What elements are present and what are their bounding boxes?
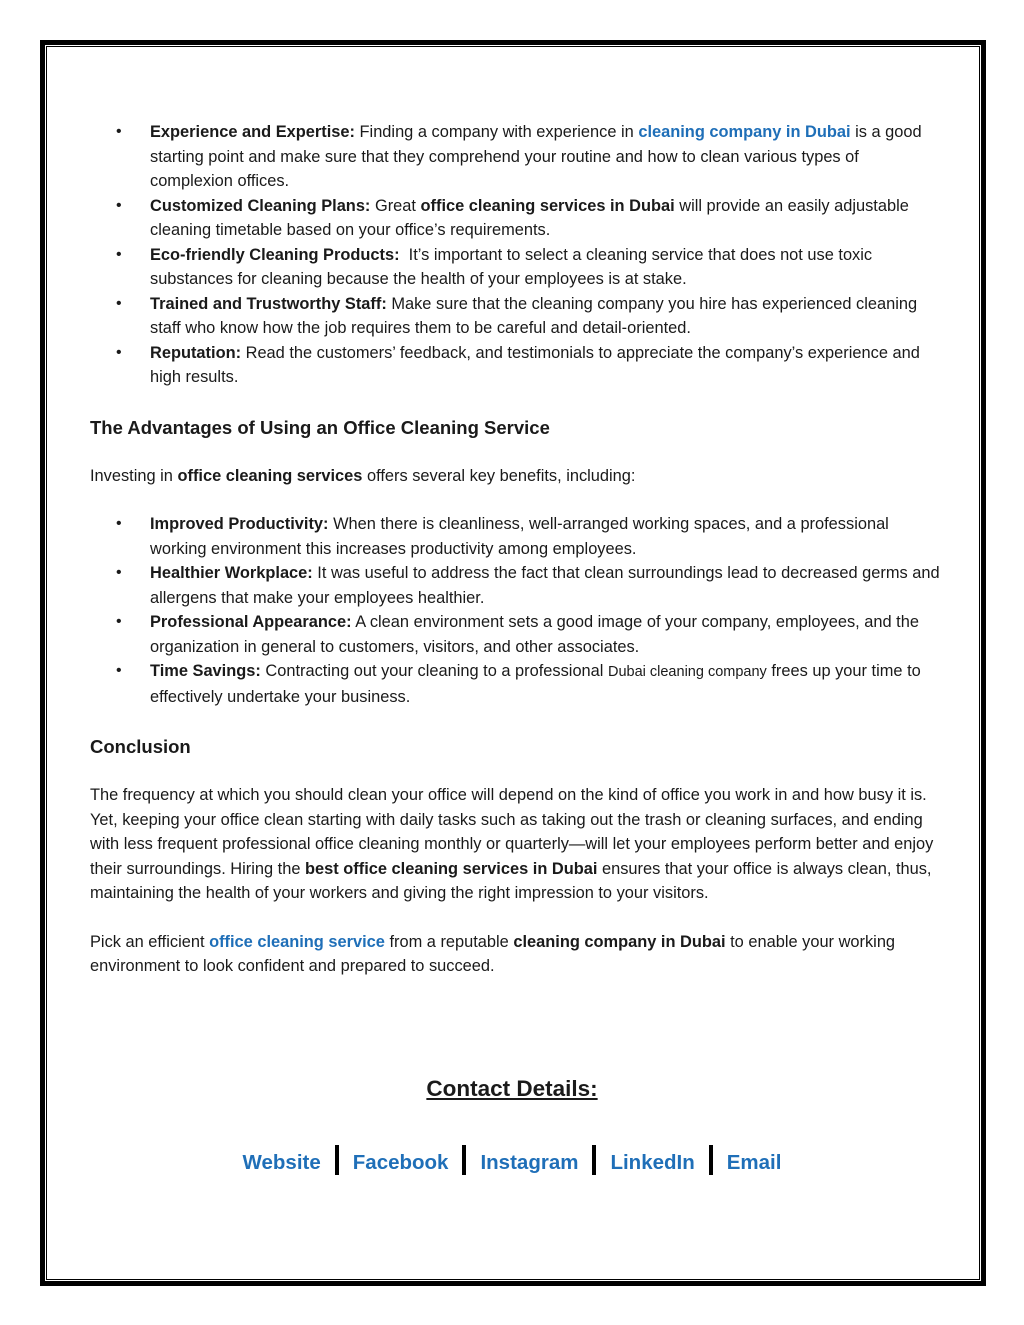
list-item <box>90 243 940 292</box>
item-text: Contracting out your cleaning to a professional <box>260 662 608 680</box>
separator <box>709 1145 713 1175</box>
instagram-link[interactable]: Instagram <box>480 1151 579 1174</box>
separator <box>462 1145 466 1175</box>
separator <box>335 1145 339 1175</box>
list-item <box>90 194 940 243</box>
list-item <box>90 610 940 659</box>
advantages-list <box>90 512 940 709</box>
cleaning-company-link[interactable]: cleaning company in Dubai <box>638 123 851 141</box>
item-title: Experience and Expertise: <box>150 123 355 141</box>
linkedin-link[interactable]: LinkedIn <box>610 1151 695 1174</box>
list-item <box>90 659 940 709</box>
advantages-heading: The Advantages of Using an Office Cleaning Service <box>90 416 550 438</box>
item-text: Make sure that the cleaning company you hire has experienced cleaning staff who know how the job requires them to be careful and detail-oriented. <box>150 294 918 337</box>
item-title: Professional Appearance: <box>150 613 352 631</box>
document-body <box>90 120 940 979</box>
item-text: A clean environment sets a good image of your company, employees, and the organization in general to customers, visitors, and other associates. <box>150 613 919 656</box>
item-text: Finding a company with experience in <box>354 123 639 141</box>
email-link[interactable]: Email <box>726 1151 782 1174</box>
closing-paragraph: Pick an efficient office cleaning service from a reputable cleaning company in Dubai to enable your working environment to look confident and prepared to succeed. <box>90 932 896 975</box>
item-title: Time Savings: <box>150 662 261 680</box>
item-text: Read the customers’ feedback, and testimonials to appreciate the company’s experience and high results. <box>150 343 920 386</box>
list-item <box>90 120 940 194</box>
advantages-intro: Investing in office cleaning services offers several key benefits, including: <box>90 466 636 485</box>
list-item <box>90 341 940 390</box>
item-text: frees up your time to effectively undertake your business. <box>150 662 921 706</box>
item-title: Eco-friendly Cleaning Products: <box>150 245 400 264</box>
website-link[interactable]: Website <box>242 1151 321 1174</box>
item-text: It was useful to address the fact that clean surroundings lead to decreased germs and allergens that make your employees healthier. <box>150 564 940 607</box>
item-text: is a good starting point and make sure that they comprehend your routine and how to clean various types of complexion offices. <box>150 123 922 190</box>
item-title: Customized Cleaning Plans: <box>150 196 371 215</box>
item-text: It’s important to select a cleaning service that does not use toxic substances for cleaning because the health of your employees is at stake. <box>150 245 877 288</box>
list-item <box>90 561 940 610</box>
dubai-cleaning-company-text: Dubai cleaning company <box>607 664 767 680</box>
item-text: When there is cleanliness, well-arranged working spaces, and a professional working environment this increases productivity among employees. <box>150 515 889 558</box>
item-title: Healthier Workplace: <box>150 564 313 582</box>
office-cleaning-service-link[interactable]: office cleaning service <box>209 932 385 951</box>
separator <box>592 1145 596 1175</box>
list-item <box>90 292 940 341</box>
conclusion-paragraph: The frequency at which you should clean your office will depend on the kind of office you work in and how busy it is. Yet, keeping your office clean starting with daily tasks such as taking out the trash or cleaning surfaces, and ending with less frequent professional office cleaning monthly or quarterly—will let your employees perform better and enjoy their surroundings. Hiring the best office cleaning services in Dubai ensures that your office is always clean, thus, maintaining the health of your workers and giving the right impression to your visitors. <box>90 786 934 902</box>
item-text: Great <box>370 196 421 215</box>
facebook-link[interactable]: Facebook <box>352 1151 449 1174</box>
selection-criteria-list <box>90 120 940 390</box>
item-title: Improved Productivity: <box>150 515 329 533</box>
item-title: Reputation: <box>150 343 242 362</box>
contact-title: Contact Details: <box>426 1076 598 1101</box>
conclusion-heading: Conclusion <box>90 736 191 757</box>
list-item <box>90 512 940 561</box>
item-emphasis: office cleaning services in Dubai <box>420 196 675 215</box>
contact-links <box>0 1145 1024 1175</box>
item-text: will provide an easily adjustable cleaning timetable based on your office’s requirements. <box>150 196 909 239</box>
item-title: Trained and Trustworthy Staff: <box>150 294 387 313</box>
